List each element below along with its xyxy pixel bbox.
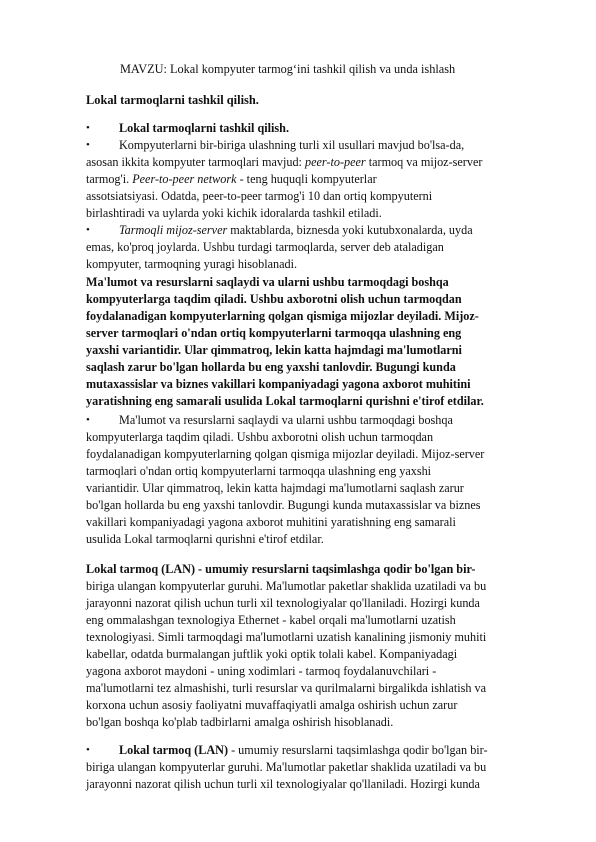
list-item-text: foydalanadigan kompyuterlarning qolgan qismiga mijozlar deyiladi. Mijoz-server xyxy=(86,447,485,461)
list-item-text: tarmoq va mijoz-server xyxy=(365,155,483,169)
paragraph-line: bo'lgan boshqa ko'plab tadbirlarni amalga oshirish hisoblanadi. xyxy=(86,715,394,729)
list-item-emphasis: Tarmoqli mijoz-server xyxy=(119,223,228,237)
bullet-icon: • xyxy=(86,139,90,151)
list-item-text: tarmoqlari o'ndan ortiq kompyuterlarni tarmoqqa ulashning eng yaxshi xyxy=(86,464,432,478)
list-item-text: variantidir. Ular qimmatroq, lekin katta hajmdagi ma'lumotlarni saqlash zarur xyxy=(86,481,464,495)
list-item-text: kompyuter, tarmoqning yuragi hisoblanadi. xyxy=(86,257,298,271)
list-item xyxy=(86,412,552,548)
list-item-text: tarmog'i. xyxy=(86,172,133,186)
list-item-text: Kompyuterlarni bir-biriga ulashning turli xil usullari mavjud bo'lsa-da, xyxy=(119,138,465,152)
bullet-icon: • xyxy=(86,744,90,756)
paragraph-line: yagona axborot maydoni - uning xodimlari - tarmoq foydalanuvchilari - xyxy=(86,664,437,678)
paragraph-line: korxona uchun asosiy faoliyatni muvaffaqiyatli amalga oshirish uchun zarur xyxy=(86,698,458,712)
list-item-text: bo'lgan hollarda bu eng yaxshi tanlovdir. Bugungi kunda mutaxassislar va biznes xyxy=(86,498,481,512)
list-item-text: kompyuterlarga taqdim qiladi. Ushbu axborotni olish uchun tarmoqdan xyxy=(86,430,434,444)
list-item xyxy=(86,137,552,222)
list-item-text: maktablarda, biznesda yoki kutubxonalarda, uyda xyxy=(227,223,473,237)
paragraph-line: biriga ulangan kompyuterlar guruhi. Ma'lumotlar paketlar shaklida uzatiladi va bu xyxy=(86,579,487,593)
bold-paragraph xyxy=(86,274,552,410)
paragraph-line: saqlash zarur bo'lgan hollarda bu eng yaxshi tanlovdir. Bugungi kunda xyxy=(86,360,456,374)
list-item-text: biriga ulangan kompyuterlar guruhi. Ma'lumotlar paketlar shaklida uzatiladi va bu xyxy=(86,760,487,774)
paragraph-line: kabellar, odatda burmalangan juftlik yoki optik tolali kabel. Kompaniyadagi xyxy=(86,647,458,661)
list-item-text: vakillari kompaniyadagi yagona axborot muhitini yaratishning eng samarali xyxy=(86,515,456,529)
list-item-text: Ma'lumot va resurslarni saqlaydi va ularni ushbu tarmoqdagi boshqa xyxy=(119,413,453,427)
list-item xyxy=(86,120,552,137)
bullet-icon: • xyxy=(86,122,90,134)
bullet-list-3 xyxy=(86,742,552,793)
list-item-text: - umumiy resurslarni taqsimlashga qodir bo'lgan bir- xyxy=(228,743,488,757)
paragraph-line: texnologiyasi. Simli tarmoqdagi ma'lumotlarni uzatish kanalining jismoniy muhiti xyxy=(86,630,487,644)
paragraph-line: yaxshi variantidir. Ular qimmatroq, lekin katta hajmdagi ma'lumotlarni xyxy=(86,343,462,357)
paragraph-line: yaratishning eng samarali usulida Lokal tarmoqlarni qurishni e'tirof etdilar. xyxy=(86,394,484,408)
section-heading: Lokal tarmoqlarni tashkil qilish. xyxy=(86,93,259,107)
paragraph-line: foydalanadigan kompyuterlarning qolgan qismiga mijozlar deyiladi. Mijoz- xyxy=(86,309,479,323)
bullet-icon: • xyxy=(86,224,90,236)
list-item-text: Lokal tarmoqlarni tashkil qilish. xyxy=(119,121,289,135)
list-item-emphasis: peer-to-peer xyxy=(305,155,366,169)
list-item-text: asosan ikkita kompyuter tarmoqlari mavjud: xyxy=(86,155,305,169)
list-item-text: assotsiatsiyasi. Odatda, peer-to-peer tarmog'i 10 dan ortiq kompyuterni xyxy=(86,189,433,203)
list-item xyxy=(86,222,552,273)
list-item-text: usulida Lokal tarmoqlarni qurishni e'tirof etdilar. xyxy=(86,532,324,546)
paragraph-line: eng ommalashgan texnologiya Ethernet - kabel orqali ma'lumotlarni uzatish xyxy=(86,613,456,627)
list-item-emphasis: Lokal tarmoq (LAN) xyxy=(119,743,229,757)
paragraph-line: jarayonni nazorat qilish uchun turli xil texnologiyalar qo'llaniladi. Hozirgi kunda xyxy=(86,596,480,610)
list-item-text: birlashtiradi va uylarda yoki kichik idoralarda tashkil etiladi. xyxy=(86,206,382,220)
lan-paragraph xyxy=(86,561,552,731)
document-title: MAVZU: Lokal kompyuter tarmog‘ini tashkil qilish va unda ishlash xyxy=(120,62,456,76)
bullet-icon: • xyxy=(86,414,90,426)
list-item-emphasis: Peer-to-peer network xyxy=(132,172,237,186)
list-item xyxy=(86,742,552,793)
paragraph-line: kompyuterlarga taqdim qiladi. Ushbu axborotni olish uchun tarmoqdan xyxy=(86,292,462,306)
list-item-text: emas, ko'proq joylarda. Ushbu turdagi tarmoqlarda, server deb ataladigan xyxy=(86,240,444,254)
bullet-list-2 xyxy=(86,412,552,548)
paragraph-line: Ma'lumot va resurslarni saqlaydi va ularni ushbu tarmoqdagi boshqa xyxy=(86,275,449,289)
paragraph-line: ma'lumotlarni tez almashishi, turli resurslar va qurilmalarni birgalikda ishlatish va xyxy=(86,681,486,695)
list-item-text: - teng huquqli kompyuterlar xyxy=(236,172,377,186)
paragraph-line: mutaxassislar va biznes vakillari kompaniyadagi yagona axborot muhitini xyxy=(86,377,471,391)
bullet-list-1 xyxy=(86,120,552,273)
paragraph-line: server tarmoqlari o'ndan ortiq kompyuterlarni tarmoqqa ulashning eng xyxy=(86,326,462,340)
paragraph-lead: Lokal tarmoq (LAN) - umumiy resurslarni taqsimlashga qodir bo'lgan bir- xyxy=(86,562,476,576)
list-item-text: jarayonni nazorat qilish uchun turli xil texnologiyalar qo'llaniladi. Hozirgi kunda xyxy=(86,777,480,791)
